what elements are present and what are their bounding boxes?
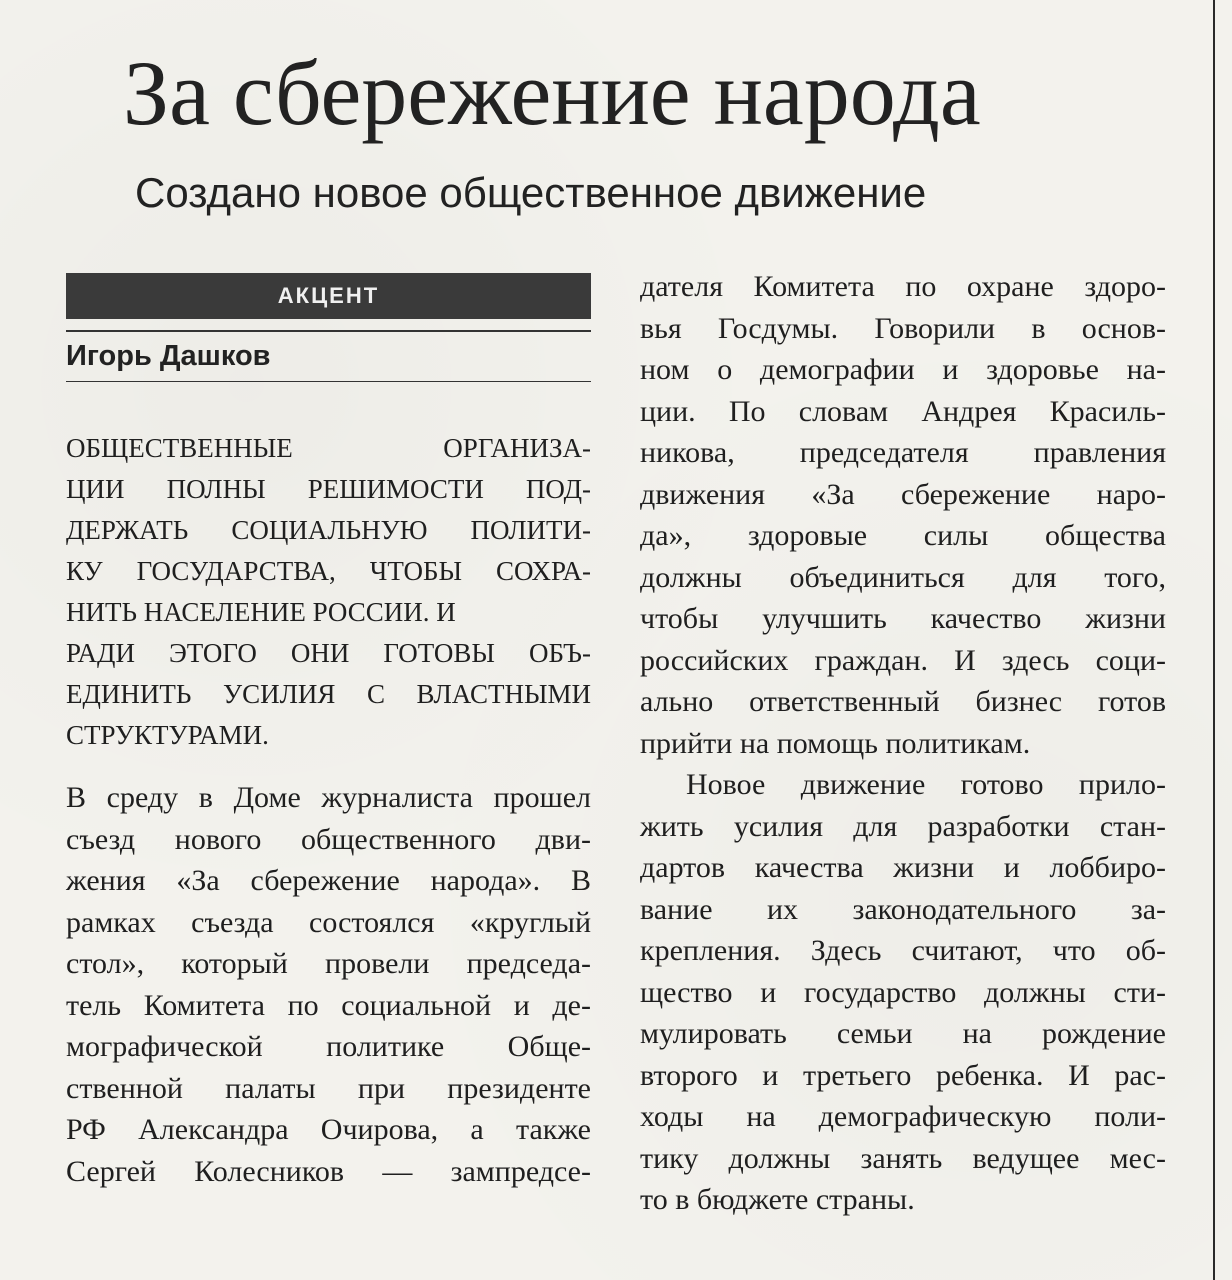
body-line: да», здоровые силы общества (640, 519, 1166, 552)
body-line: щество и государство должны сти- (640, 975, 1166, 1009)
left-column-body (66, 777, 591, 1192)
column-divider-rule (1213, 0, 1215, 1280)
body-line: тику должны занять ведущее мес- (640, 1141, 1166, 1175)
body-line: прийти на помощь политикам. (640, 726, 1031, 760)
body-line: мографической политике Обще- (66, 1030, 591, 1063)
body-line: мулировать семьи на рождение (640, 1017, 1166, 1050)
body-line: вание их законодательного за- (640, 892, 1166, 926)
right-column-body (640, 266, 1166, 1221)
body-line: вья Госдумы. Говорили в основ- (640, 311, 1166, 345)
body-line: российских граждан. И здесь соци- (640, 643, 1166, 677)
body-line: жить усилия для разработки стан- (640, 809, 1166, 843)
author-rule-bottom (66, 381, 591, 382)
article-subheadline: Создано новое общественное движение (135, 169, 927, 216)
body-line: стол», который провели председа- (66, 947, 591, 980)
body-line: Сергей Колесников — зампредсе- (66, 1154, 591, 1188)
lead-line: ОБЩЕСТВЕННЫЕ ОРГАНИЗА- (66, 433, 591, 463)
lead-line: РАДИ ЭТОГО ОНИ ГОТОВЫ ОБЪ- (66, 638, 591, 668)
lead-line: ДЕРЖАТЬ СОЦИАЛЬНУЮ ПОЛИТИ- (66, 515, 591, 545)
rubric-label: АКЦЕНТ (66, 273, 591, 319)
body-line: дателя Комитета по охране здоро- (640, 270, 1166, 303)
body-line: движения «За сбережение наро- (640, 477, 1166, 511)
lead-line: СТРУКТУРАМИ. (66, 720, 269, 750)
body-line: должны объединиться для того, (640, 560, 1166, 594)
body-line: второго и третьего ребенка. И рас- (640, 1058, 1166, 1092)
body-line: РФ Александра Очирова, а также (66, 1113, 591, 1146)
lead-line: КУ ГОСУДАРСТВА, ЧТОБЫ СОХРА- (66, 556, 591, 586)
body-line: рамках съезда состоялся «круглый (66, 905, 591, 939)
body-line: Новое движение готово прило- (686, 768, 1166, 801)
article-author: Игорь Дашков (66, 340, 271, 372)
body-line: ции. По словам Андрея Красиль- (640, 394, 1166, 428)
lead-line: ЕДИНИТЬ УСИЛИЯ С ВЛАСТНЫМИ (66, 679, 591, 709)
body-line: тель Комитета по социальной и де- (66, 988, 591, 1022)
body-line: то в бюджете страны. (640, 1183, 915, 1216)
body-line: съезд нового общественного дви- (66, 822, 591, 856)
body-line: ственной палаты при президенте (66, 1071, 591, 1105)
body-line: ном о демографии и здоровье на- (640, 353, 1166, 386)
lead-line: НИТЬ НАСЕЛЕНИЕ РОССИИ. И (66, 597, 456, 627)
body-line: крепления. Здесь считают, что об- (640, 934, 1166, 967)
lead-line: ЦИИ ПОЛНЫ РЕШИМОСТИ ПОД- (66, 474, 591, 504)
body-line: ально ответственный бизнес готов (640, 685, 1166, 718)
body-line: В среду в Доме журналиста прошел (66, 781, 591, 814)
article-lead (66, 428, 591, 756)
body-line: чтобы улучшить качество жизни (640, 602, 1166, 635)
body-line: ходы на демографическую поли- (640, 1100, 1166, 1133)
body-line: жения «За сбережение народа». В (66, 864, 591, 897)
author-rule-top (66, 330, 591, 332)
body-line: никова, председателя правления (640, 436, 1166, 469)
article-headline: За сбережение народа (123, 42, 981, 144)
body-line: дартов качества жизни и лоббиро- (640, 851, 1166, 884)
